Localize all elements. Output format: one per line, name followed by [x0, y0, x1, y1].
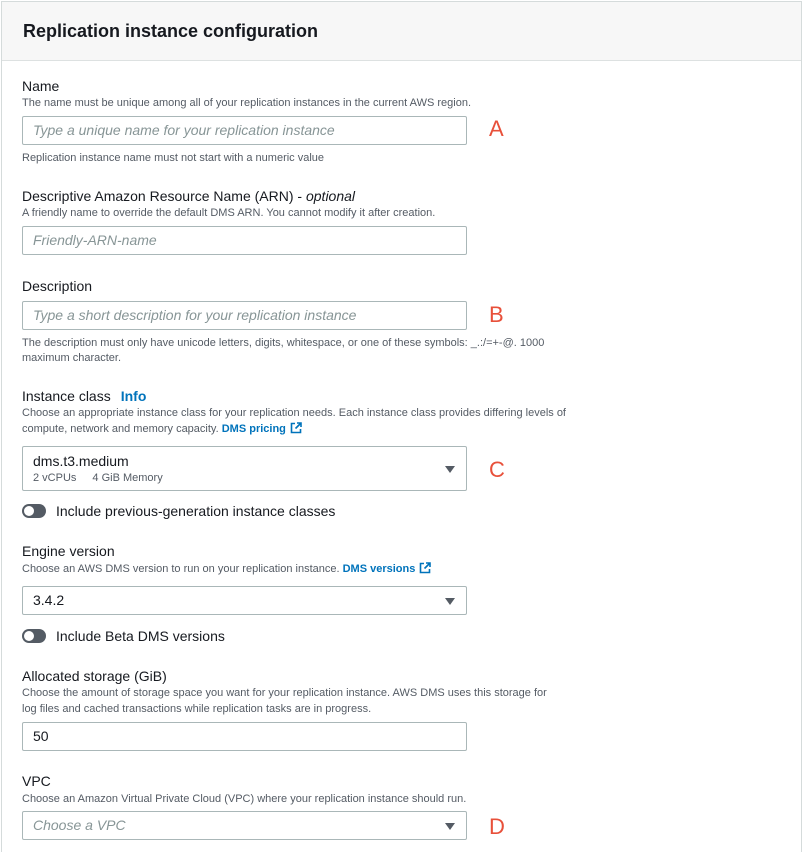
name-hint: Replication instance name must not start with a numeric value — [22, 152, 325, 164]
dms-versions-link[interactable] — [343, 563, 432, 575]
vpc-select[interactable] — [22, 811, 467, 840]
panel-title: Replication instance configuration — [23, 21, 319, 41]
instance-class-select[interactable] — [22, 446, 467, 491]
annotation-marker-c: C — [489, 457, 505, 482]
previous-generation-toggle[interactable] — [22, 504, 46, 518]
dms-pricing-link[interactable] — [222, 423, 302, 435]
description-input[interactable] — [22, 301, 467, 330]
instance-class-description-line1: Choose an appropriate instance class for your replication needs. Each instance class provides differing levels of — [22, 407, 566, 419]
name-input[interactable] — [22, 116, 467, 145]
beta-versions-toggle-label: Include Beta DMS versions — [56, 628, 225, 644]
name-input-placeholder: Type a unique name for your replication instance — [33, 122, 335, 138]
engine-version-label: Engine version — [22, 543, 115, 559]
engine-version-select[interactable] — [22, 586, 467, 615]
instance-class-selected: dms.t3.medium — [33, 453, 129, 469]
arn-input[interactable] — [22, 226, 467, 255]
dms-pricing-link-label: DMS pricing — [221, 423, 286, 435]
annotation-marker-a: A — [489, 116, 504, 141]
panel-header — [2, 2, 801, 61]
caret-down-icon — [445, 598, 455, 605]
arn-description: A friendly name to override the default DMS ARN. You cannot modify it after creation. — [22, 207, 436, 219]
instance-class-label: Instance class — [22, 388, 111, 404]
allocated-storage-label: Allocated storage (GiB) — [22, 668, 167, 684]
arn-label — [22, 188, 355, 204]
description-input-placeholder: Type a short description for your replication instance — [33, 307, 357, 323]
instance-class-memory: 4 GiB Memory — [92, 472, 163, 484]
previous-generation-toggle-row — [22, 503, 335, 519]
annotation-marker-b: B — [489, 302, 504, 327]
caret-down-icon — [445, 466, 455, 473]
allocated-storage-description-line2: log files and cached transactions while replication tasks are in progress. — [22, 703, 372, 715]
instance-class-vcpus: 2 vCPUs — [33, 472, 77, 484]
allocated-storage-value: 50 — [33, 728, 49, 744]
vpc-label: VPC — [22, 773, 51, 789]
engine-version-selected: 3.4.2 — [33, 592, 65, 608]
allocated-storage-input[interactable] — [22, 722, 467, 751]
vpc-select-placeholder: Choose a VPC — [33, 817, 126, 833]
vpc-description: Choose an Amazon Virtual Private Cloud (VPC) where your replication instance should run. — [22, 793, 467, 805]
instance-class-info-link[interactable]: Info — [120, 388, 147, 404]
beta-versions-toggle-row — [22, 628, 225, 644]
name-label: Name — [22, 78, 60, 94]
previous-generation-toggle-label: Include previous-generation instance classes — [56, 503, 336, 519]
external-link-icon — [290, 422, 302, 434]
allocated-storage-description-line1: Choose the amount of storage space you want for your replication instance. AWS DMS uses this storage for — [22, 687, 547, 699]
name-description: The name must be unique among all of your replication instances in the current AWS region. — [22, 97, 472, 109]
description-label: Description — [22, 278, 93, 294]
arn-label-optional: optional — [305, 188, 356, 204]
description-hint-line2: maximum character. — [22, 352, 122, 364]
instance-class-description-text: compute, network and memory capacity. — [22, 423, 222, 435]
caret-down-icon — [445, 823, 455, 830]
annotation-marker-d: D — [489, 814, 505, 839]
arn-label-text: Descriptive Amazon Resource Name (ARN) - — [22, 188, 306, 204]
engine-version-description — [22, 562, 431, 577]
engine-version-description-text: Choose an AWS DMS version to run on your replication instance. — [22, 563, 343, 575]
instance-class-specs — [33, 472, 163, 484]
arn-input-placeholder: Friendly-ARN-name — [33, 232, 157, 248]
dms-versions-link-label: DMS versions — [342, 563, 416, 575]
beta-versions-toggle[interactable] — [22, 629, 46, 643]
instance-class-description-line2 — [22, 422, 302, 437]
instance-class-label-row — [22, 388, 146, 404]
description-hint-line1: The description must only have unicode letters, digits, whitespace, or one of these symbols: _.:/=+-@. 1000 — [22, 337, 545, 349]
external-link-icon — [419, 562, 431, 574]
